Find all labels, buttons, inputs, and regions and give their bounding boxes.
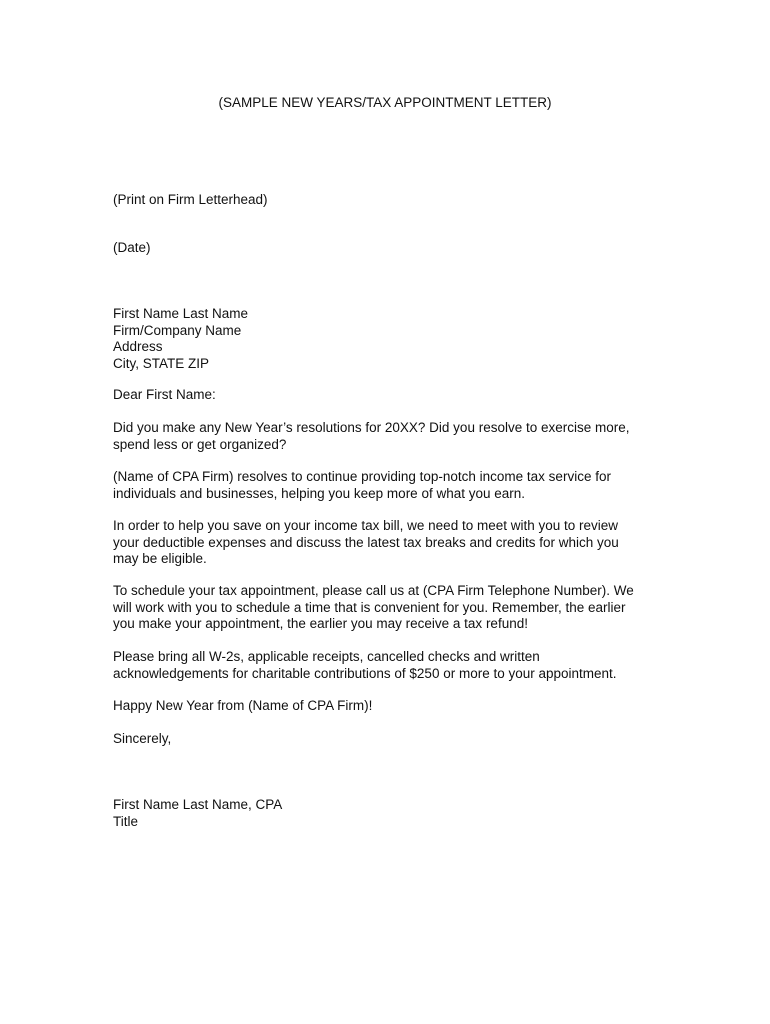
paragraph-meet-to-review bbox=[113, 518, 658, 568]
recipient-address-block bbox=[113, 306, 658, 372]
recipient-company: Firm/Company Name bbox=[113, 322, 242, 338]
paragraph-line: will work with you to schedule a time that is convenient for you. Remember, the earlier bbox=[113, 599, 626, 615]
signature-name: First Name Last Name, CPA bbox=[113, 797, 283, 812]
paragraph-line: individuals and businesses, helping you keep more of what you earn. bbox=[113, 485, 526, 501]
paragraph-firm-resolves bbox=[113, 469, 658, 502]
paragraph-line: Did you make any New Year’s resolutions for 20XX? Did you resolve to exercise more, bbox=[113, 420, 630, 435]
paragraph-resolutions bbox=[113, 420, 658, 453]
paragraph-schedule-appointment bbox=[113, 583, 658, 633]
paragraph-line: Please bring all W-2s, applicable receipts, cancelled checks and written bbox=[113, 649, 540, 664]
paragraph-line: you make your appointment, the earlier you may receive a tax refund! bbox=[113, 616, 528, 631]
paragraph-line: acknowledgements for charitable contributions of $250 or more to your appointment. bbox=[113, 665, 617, 681]
signature-block bbox=[113, 797, 658, 830]
paragraph-line: (Name of CPA Firm) resolves to continue providing top-notch income tax service for bbox=[113, 469, 611, 484]
paragraph-line: spend less or get organized? bbox=[113, 436, 287, 452]
paragraph-line: To schedule your tax appointment, please call us at (CPA Firm Telephone Number). We bbox=[113, 583, 634, 598]
signature-title: Title bbox=[113, 813, 139, 829]
recipient-name: First Name Last Name bbox=[113, 306, 249, 321]
recipient-city-state-zip: City, STATE ZIP bbox=[113, 355, 210, 371]
letter-heading: (SAMPLE NEW YEARS/TAX APPOINTMENT LETTER) bbox=[218, 95, 552, 110]
paragraph-bring-documents bbox=[113, 649, 658, 682]
date-placeholder: (Date) bbox=[113, 240, 151, 255]
paragraph-line: In order to help you save on your income tax bill, we need to meet with you to review bbox=[113, 518, 619, 533]
paragraph-happy-new-year bbox=[113, 698, 658, 715]
recipient-address: Address bbox=[113, 339, 163, 354]
paragraph-line: may be eligible. bbox=[113, 551, 207, 566]
closing: Sincerely, bbox=[113, 731, 172, 746]
paragraph-line: Happy New Year from (Name of CPA Firm)! bbox=[113, 698, 373, 713]
paragraph-line: your deductible expenses and discuss the latest tax breaks and credits for which you bbox=[113, 534, 619, 550]
salutation: Dear First Name: bbox=[113, 387, 216, 402]
letterhead-note: (Print on Firm Letterhead) bbox=[113, 192, 268, 207]
